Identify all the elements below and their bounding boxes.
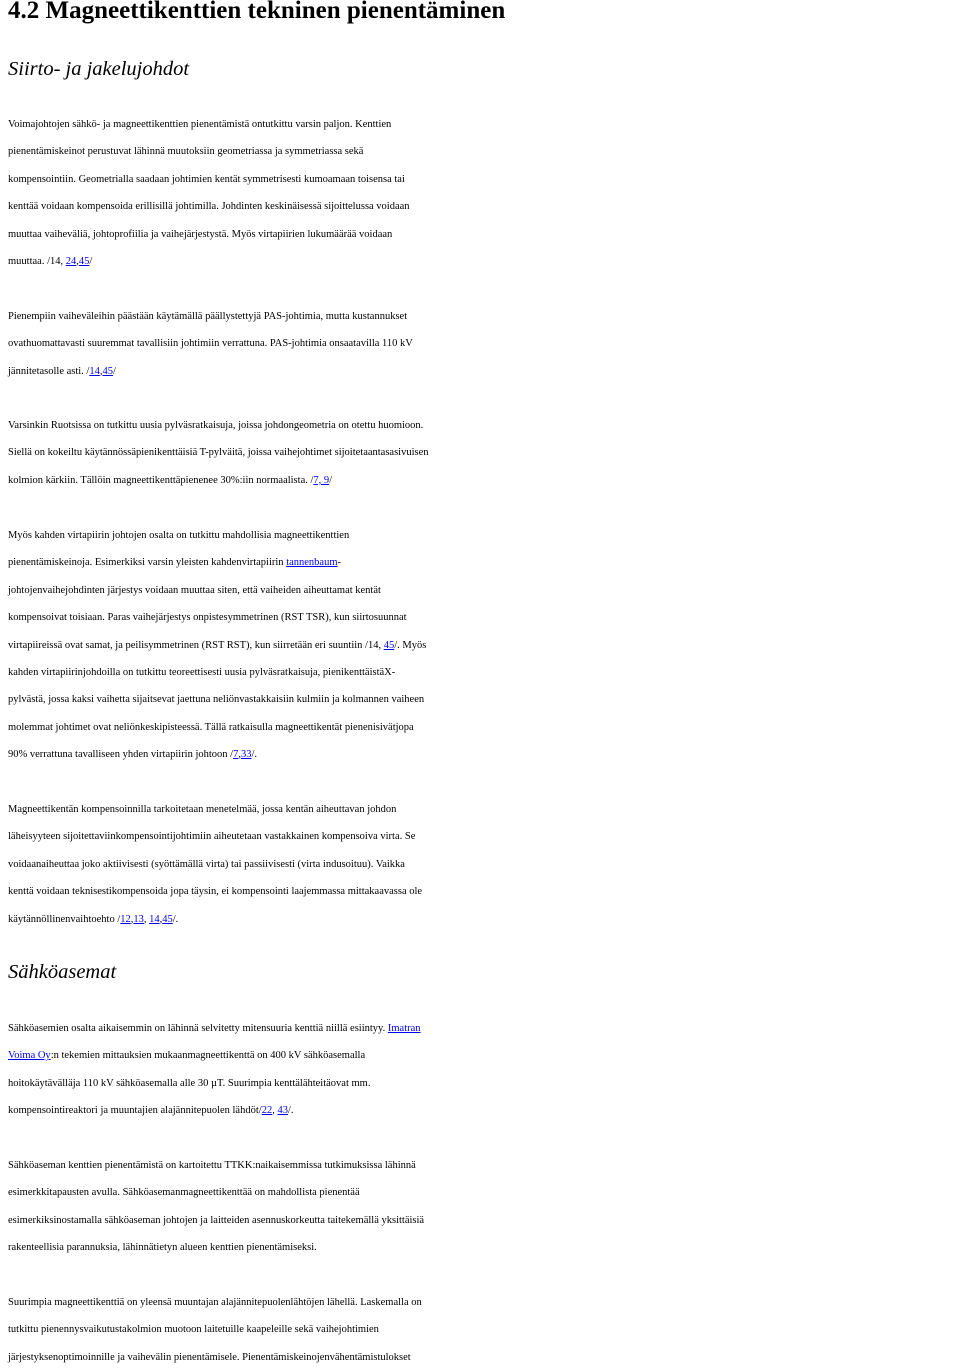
text-line: Pienempiin vaiheväleihin päästään käytämällä päällystettyjä PAS-johtimia, mutta kustannukset xyxy=(8,311,408,322)
text-line: johtojenvaihejohdinten järjestys voidaan muuttaa siten, että vaiheiden aiheuttamat kentät xyxy=(8,584,381,596)
text: pienentämiskeinoja. Esimerkiksi varsin yleisten kahdenvirtapiirin xyxy=(8,557,287,569)
text-line xyxy=(8,632,956,659)
text: , xyxy=(272,1105,278,1117)
text-line xyxy=(8,467,956,494)
tannenbaum-link[interactable]: tannenbaum xyxy=(286,557,338,569)
text: , xyxy=(143,913,150,925)
paragraph-ttkk xyxy=(8,1152,956,1262)
subsection-title-lines: Siirto- ja jakelujohdot xyxy=(8,58,190,80)
text-line xyxy=(8,741,956,768)
imatran-voima-link[interactable]: Voima Oy xyxy=(8,1050,51,1062)
text: - xyxy=(337,557,342,569)
text: kompensointireaktori ja muuntajien alajännitepuolen lähdöt/ xyxy=(8,1105,262,1117)
text: /. xyxy=(251,749,258,761)
text-line: kenttää voidaan kompensoida erillisillä johtimilla. Johdinten keskinäisessä sijoittelussa voidaan xyxy=(8,201,410,213)
text: , xyxy=(238,749,241,761)
text-line: rakenteellisia parannuksia, lähinnätietyn alueen kenttien pienentämiseksi. xyxy=(8,1242,317,1254)
text-line: Voimajohtojen sähkö- ja magneettikenttien pienentämistä ontutkittu varsin paljon. Kenttien xyxy=(8,119,392,130)
reference-link-14[interactable]: 14 xyxy=(89,365,100,377)
paragraph-double-circuit xyxy=(8,522,956,769)
text-line: kompensoivat toisiaan. Paras vaihejärjestys onpistesymmetrinen (RST TSR), kun siirtosuunnat xyxy=(8,612,407,624)
text: Sähköasemien osalta aikaisemmin on lähinnä selvitetty mitensuuria kenttiä niillä esiintyy. xyxy=(8,1023,388,1034)
text: , xyxy=(130,913,134,925)
reference-link-22[interactable]: 22 xyxy=(261,1105,273,1117)
text-line: Siellä on kokeiltu käytännössäpienikenttäisiä T-pylväitä, joissa vaihejohtimet sijoitetaantasasivuisen xyxy=(8,447,429,459)
text: / xyxy=(329,474,333,486)
text-line: ovathuomattavasti suuremmat tavallisiin johtimiin verrattuna. PAS-johtimia onsaatavilla 110 kV xyxy=(8,338,413,350)
reference-link-45[interactable]: 45 xyxy=(162,913,173,925)
text: /. Myös xyxy=(394,639,427,651)
text-line: järjestyksenoptimoinnille ja vaihevälin pienentämisele. Pienentämiskeinojenvähentämistulokset xyxy=(8,1351,411,1363)
text-line: hoitokäytävälläja 110 kV sähköasemalla alle 30 µT. Suurimpia kenttälähteitäovat mm. xyxy=(8,1077,371,1089)
text: 90% verrattuna tavalliseen yhden virtapiirin johtoon / xyxy=(8,749,234,761)
imatran-voima-link[interactable]: Imatran xyxy=(387,1023,421,1034)
text-line: kenttä voidaan teknisestikompensoida jopa täysin, ei kompensointi laajemmassa mittakaavassa ole xyxy=(8,886,423,898)
text: , xyxy=(76,255,79,267)
text-line xyxy=(8,358,956,385)
text-line: Varsinkin Ruotsissa on tutkittu uusia pylväsratkaisuja, joissa johdongeometria on otettu huomioon. xyxy=(8,420,424,431)
reference-link-13[interactable]: 13 xyxy=(133,913,144,925)
text-line xyxy=(8,1042,956,1069)
text: :n tekemien mittauksien mukaanmagneettikenttä on 400 kV sähköasemalla xyxy=(50,1050,366,1062)
text-line: muuttaa vaiheväliä, johtoprofiilia ja vaihejärjestystä. Myös virtapiirien lukumäärää voidaan xyxy=(8,228,393,240)
paragraph-lines-intro xyxy=(8,111,956,275)
text-line: voidaanaiheuttaa joko aktiivisesti (syöttämällä virta) tai passiivisesti (virta indusoituu). Vaikka xyxy=(8,858,405,870)
text-line: tutkittu pienennysvaikutustakolmion muotoon laitetuille kaapeleille sekä vaihejohtimien xyxy=(8,1324,379,1336)
reference-link-45[interactable]: 45 xyxy=(383,639,395,651)
text: kolmion kärkiin. Tällöin magneettikenttäpienenee 30%:iin normaalista. / xyxy=(8,474,314,486)
text: / xyxy=(89,255,93,267)
reference-link-14[interactable]: 14 xyxy=(149,913,160,925)
reference-link-33[interactable]: 33 xyxy=(240,749,252,761)
text: jännitetasolle asti. / xyxy=(8,365,90,377)
text: /. xyxy=(287,1105,294,1117)
text-line: läheisyyteen sijoitettaviinkompensointijohtimiin aiheutetaan vastakkainen kompensoiva virta. Se xyxy=(8,831,416,843)
text-line: pylvästä, jossa kaksi vaihetta sijaitsevat jaettuna neliönvastakkaisiin kulmiin ja kolmannen vaiheen xyxy=(8,694,425,706)
text-line: Suurimpia magneettikenttiä on yleensä muuntajan alajännitepuolenlähtöjen lähellä. Laskemalla on xyxy=(8,1297,422,1308)
reference-link-45[interactable]: 45 xyxy=(78,255,90,267)
reference-link-45[interactable]: 45 xyxy=(102,365,113,377)
reference-link-7[interactable]: 7 xyxy=(233,749,239,761)
text: , xyxy=(159,913,163,925)
text: , xyxy=(99,365,103,377)
text-line: pienentämiskeinot perustuvat lähinnä muutoksiin geometriassa ja symmetriassa sekä xyxy=(8,146,364,158)
text-line: Sähköaseman kenttien pienentämistä on kartoitettu TTKK:naikaisemmissa tutkimuksissa lähinnä xyxy=(8,1160,416,1171)
reference-link-24[interactable]: 24 xyxy=(65,255,77,267)
paragraph-compensation xyxy=(8,796,956,933)
text-line xyxy=(8,906,956,933)
text-line xyxy=(8,1015,956,1042)
text-line xyxy=(8,549,956,576)
text: / xyxy=(112,365,116,377)
paragraph-transformer xyxy=(8,1289,956,1371)
text-line: Myös kahden virtapiirin johtojen osalta on tutkittu mahdollisia magneettikenttien xyxy=(8,530,350,541)
text-line xyxy=(8,248,956,275)
text: virtapiireissä ovat samat, ja peilisymmetrinen (RST RST), kun siirretään eri suuntiin /14, xyxy=(8,639,384,651)
text-line: kahden virtapiirinjohdoilla on tutkittu teoreettisesti uusia pylväsratkaisuja, pienikenttäistäX- xyxy=(8,666,396,678)
section-heading: 4.2 Magneettikenttien tekninen pienentäminen xyxy=(8,0,506,24)
text-line: Magneettikentän kompensoinnilla tarkoitetaan menetelmää, jossa kentän aiheuttavan johdon xyxy=(8,804,397,815)
text-line xyxy=(8,1097,956,1124)
reference-link-43[interactable]: 43 xyxy=(277,1105,288,1117)
paragraph-substations xyxy=(8,1015,956,1125)
paragraph-pas-conductors xyxy=(8,303,956,385)
text: muuttaa. /14, xyxy=(8,255,66,267)
text-line: kompensointiin. Geometrialla saadaan johtimien kentät symmetrisesti kumoamaan toisensa tai xyxy=(8,173,405,185)
text-line: esimerkkitapausten avulla. Sähköasemanmagneettikenttää on mahdollista pienentää xyxy=(8,1187,360,1199)
text-line: esimerkiksinostamalla sähköaseman johtojen ja laitteiden asennuskorkeutta taitekemällä yksittäisiä xyxy=(8,1214,425,1226)
reference-link-12[interactable]: 12 xyxy=(120,913,131,925)
paragraph-sweden-towers xyxy=(8,412,956,494)
text: /. xyxy=(172,913,179,925)
subsection-title-substations: Sähköasemat xyxy=(8,961,117,983)
text: käytännöllinenvaihtoehto / xyxy=(8,913,121,925)
text-line: molemmat johtimet ovat neliönkeskipisteessä. Tällä ratkaisulla magneettikentät pienenisivätjopa xyxy=(8,721,414,733)
reference-link-7-9[interactable]: 7, 9 xyxy=(313,474,330,486)
